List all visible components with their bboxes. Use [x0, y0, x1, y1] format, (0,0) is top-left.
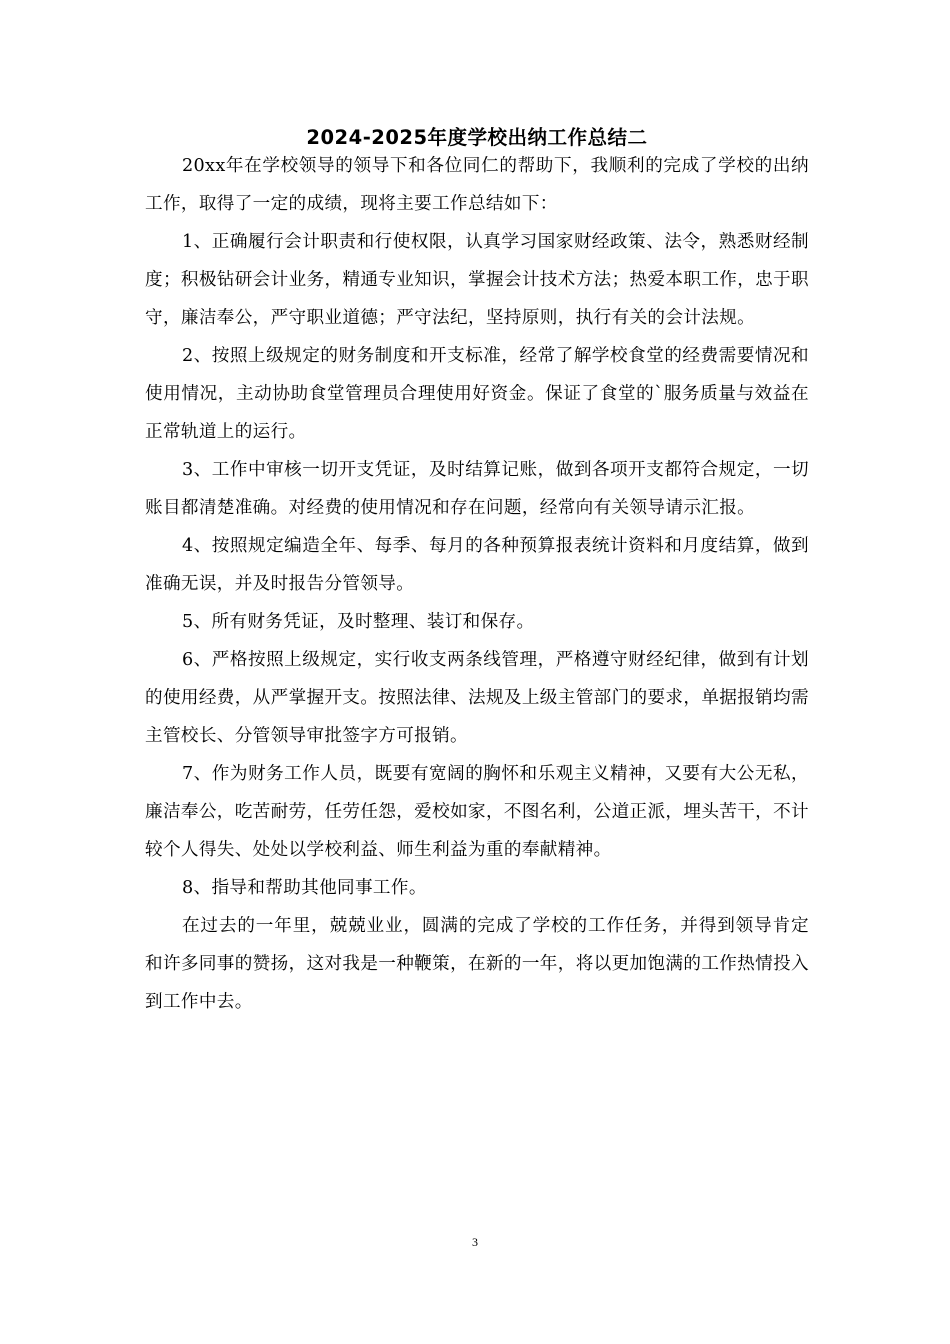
- closing-paragraph: 在过去的一年里，兢兢业业，圆满的完成了学校的工作任务，并得到领导肯定和许多同事的赞扬，这对我是一种鞭策，在新的一年，将以更加饱满的工作热情投入到工作中去。: [145, 916, 809, 1012]
- intro-paragraph: 20xx年在学校领导的领导下和各位同仁的帮助下，我顺利的完成了学校的出纳工作，取得了一定的成绩，现将主要工作总结如下：: [145, 156, 809, 214]
- item-7-paragraph: 7、作为财务工作人员，既要有宽阔的胸怀和乐观主义精神，又要有大公无私，廉洁奉公，吃苦耐劳，任劳任怨，爱校如家，不图名利，公道正派，埋头苦干，不计较个人得失、处处以学校利益、师生利益为重的奉献精神。: [145, 764, 809, 860]
- item-4-paragraph: 4、按照规定编造全年、每季、每月的各种预算报表统计资料和月度结算，做到准确无误，并及时报告分管领导。: [145, 536, 809, 594]
- item-5-paragraph: 5、所有财务凭证，及时整理、装订和保存。: [181, 612, 535, 632]
- item-8-paragraph: 8、指导和帮助其他同事工作。: [181, 878, 427, 898]
- item-1-paragraph: 1、正确履行会计职责和行使权限，认真学习国家财经政策、法令，熟悉财经制度；积极钻研会计业务，精通专业知识，掌握会计技术方法；热爱本职工作，忠于职守，廉洁奉公，严守职业道德；严守法纪，坚持原则，执行有关的会计法规。: [145, 232, 809, 328]
- page-number: 3: [472, 1235, 478, 1249]
- document-body: [145, 147, 809, 1021]
- item-3-paragraph: 3、工作中审核一切开支凭证，及时结算记账，做到各项开支都符合规定，一切账目都清楚准确。对经费的使用情况和存在问题，经常向有关领导请示汇报。: [145, 460, 809, 518]
- document-title: 2024-2025年度学校出纳工作总结二: [306, 126, 648, 149]
- item-2-paragraph: 2、按照上级规定的财务制度和开支标准，经常了解学校食堂的经费需要情况和使用情况，主动协助食堂管理员合理使用好资金。保证了食堂的`服务质量与效益在正常轨道上的运行。: [145, 346, 809, 442]
- item-6-paragraph: 6、严格按照上级规定，实行收支两条线管理，严格遵守财经纪律，做到有计划的使用经费，从严掌握开支。按照法律、法规及上级主管部门的要求，单据报销均需主管校长、分管领导审批签字方可报销。: [145, 650, 809, 746]
